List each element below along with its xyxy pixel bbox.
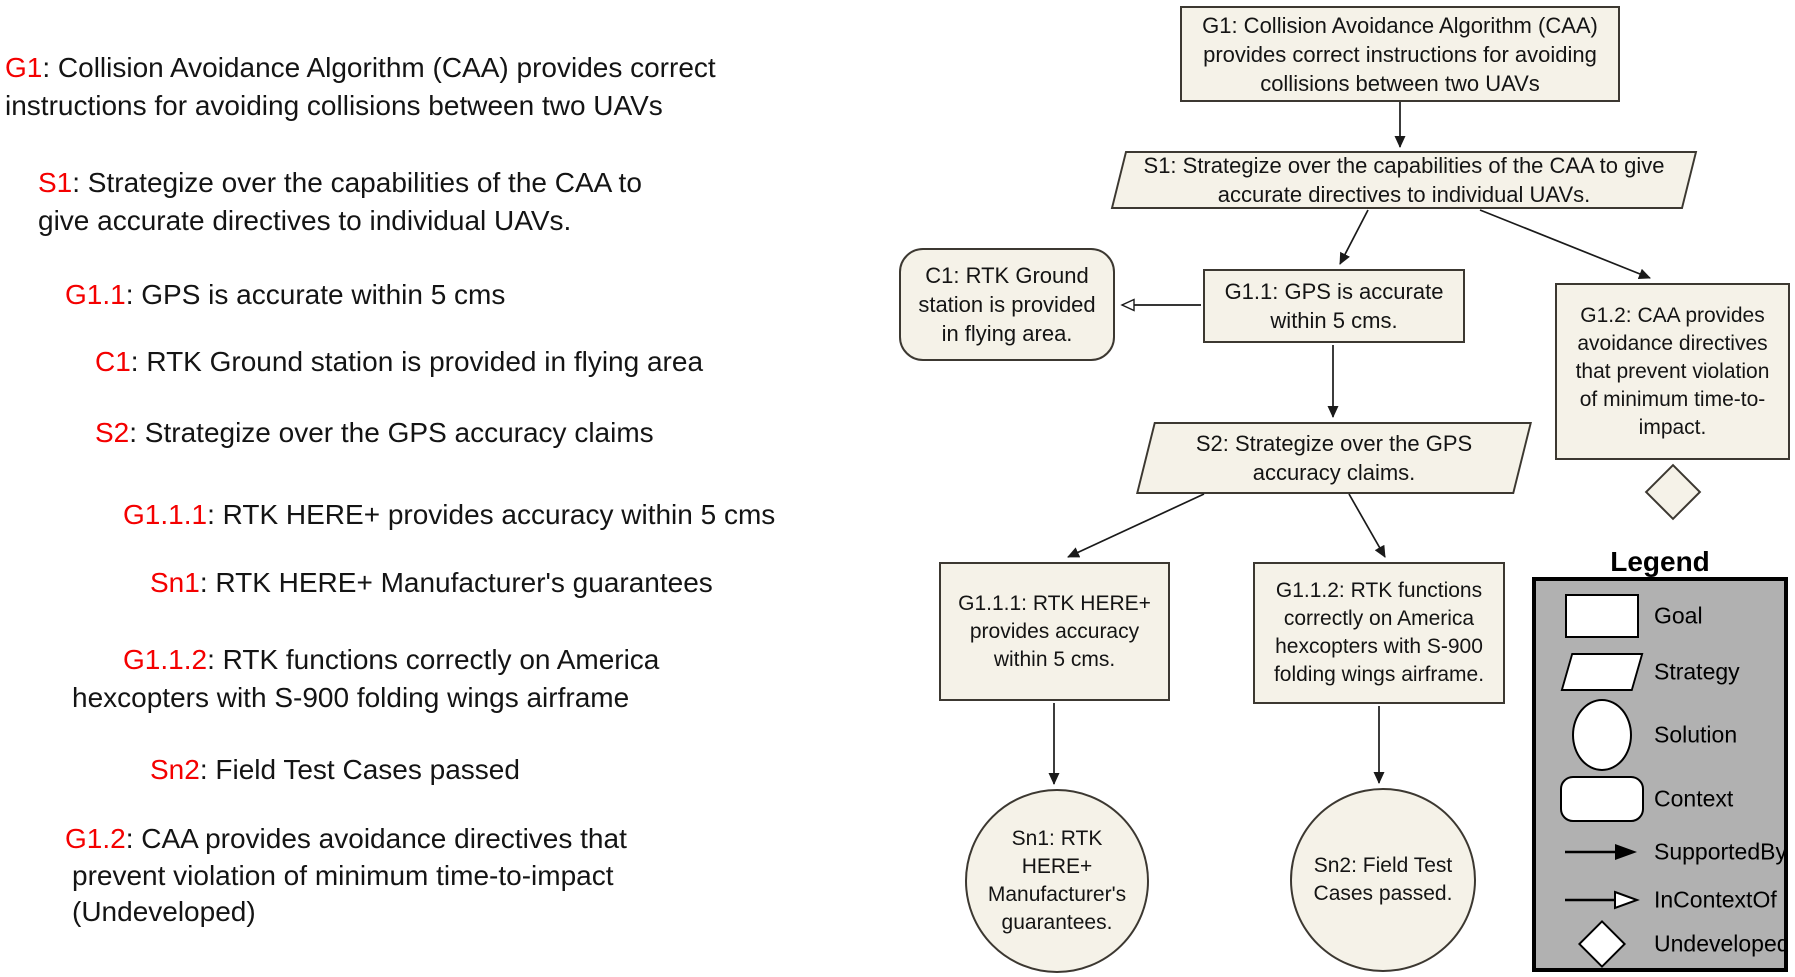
- outline-g1-2-line3: (Undeveloped): [72, 896, 256, 927]
- arrow-supportedby-s2-g1-1-1: [1068, 494, 1204, 557]
- supportedby-arrow-icon: [1560, 841, 1644, 863]
- legend-label-undeveloped: Undeveloped: [1654, 930, 1790, 957]
- outline-g1-2-label: G1.2: [65, 823, 126, 854]
- outline-sn1-label: Sn1: [150, 567, 200, 598]
- arrow-supportedby-s2-g1-1-2: [1349, 494, 1385, 557]
- node-goal-g1-1-1: G1.1.1: RTK HERE+ provides accuracy within 5 cms.: [939, 562, 1170, 701]
- outline-g1-1-2-label: G1.1.2: [123, 644, 208, 675]
- node-goal-g1-2: G1.2: CAA provides avoidance directives that prevent violation of minimum time-to-impact.: [1555, 283, 1790, 460]
- node-strategy-s1: S1: Strategize over the capabilities of the CAA to give accurate directives to individual UAVs.: [1111, 151, 1697, 209]
- context-shape-icon: [1560, 776, 1644, 822]
- outline-c1: C1: RTK Ground station is provided in flying area: [95, 346, 704, 377]
- outline-sn2-label: Sn2: [150, 754, 200, 785]
- legend-box: [1532, 577, 1788, 972]
- legend-label-context: Context: [1654, 785, 1734, 812]
- outline-s2-label: S2: [95, 417, 130, 448]
- outline-g1-1-1: G1.1.1: RTK HERE+ provides accuracy within 5 cms: [123, 499, 776, 530]
- outline-g1-label: G1: [5, 52, 43, 83]
- node-solution-sn2: Sn2: Field Test Cases passed.: [1290, 788, 1476, 972]
- legend-label-strategy: Strategy: [1654, 658, 1740, 685]
- node-solution-sn1: Sn1: RTK HERE+ Manufacturer's guarantees.: [965, 789, 1149, 973]
- legend-label-incontextof: InContextOf: [1654, 886, 1777, 913]
- arrow-supportedby-s1-g1-1: [1340, 210, 1368, 264]
- node-goal-g1: G1: Collision Avoidance Algorithm (CAA) provides correct instructions for avoiding collisions between two UAVs: [1180, 6, 1620, 102]
- outline-g1-line1: G1: Collision Avoidance Algorithm (CAA) provides correct: [5, 52, 716, 83]
- outline-sn2: Sn2: Field Test Cases passed: [150, 754, 520, 785]
- outline-g1-1: G1.1: GPS is accurate within 5 cms: [65, 279, 506, 310]
- legend-label-goal: Goal: [1654, 602, 1703, 629]
- outline-s1-line1: S1: Strategize over the capabilities of the CAA to: [38, 167, 642, 198]
- node-goal-g1-1: G1.1: GPS is accurate within 5 cms.: [1203, 269, 1465, 343]
- undeveloped-diamond-g1-2: [1645, 464, 1702, 521]
- outline-s2: S2: Strategize over the GPS accuracy claims: [95, 417, 654, 448]
- outline-g1-1-1-label: G1.1.1: [123, 499, 208, 530]
- outline-s1-label: S1: [38, 167, 73, 198]
- outline-g1-line2: instructions for avoiding collisions between two UAVs: [5, 90, 663, 121]
- node-strategy-s2: S2: Strategize over the GPS accuracy claims.: [1136, 422, 1532, 494]
- node-goal-g1-1-2: G1.1.2: RTK functions correctly on America hexcopters with S-900 folding wings airframe.: [1253, 562, 1505, 704]
- outline-s1-line2: give accurate directives to individual UAVs.: [38, 205, 572, 236]
- legend-title: Legend: [1610, 546, 1710, 577]
- outline-sn1: Sn1: RTK HERE+ Manufacturer's guarantees: [150, 567, 713, 598]
- outline-g1-1-2-line1: G1.1.2: RTK functions correctly on America: [123, 644, 660, 675]
- outline-c1-label: C1: [95, 346, 131, 377]
- outline-g1-2-line2: prevent violation of minimum time-to-impact: [72, 860, 614, 891]
- legend-label-solution: Solution: [1654, 721, 1738, 748]
- node-context-c1: C1: RTK Ground station is provided in flying area.: [899, 248, 1115, 361]
- legend-label-supportedby: SupportedBy: [1654, 838, 1787, 865]
- outline-g1-2-line1: G1.2: CAA provides avoidance directives that: [65, 823, 627, 854]
- strategy-shape-icon: [1560, 653, 1644, 691]
- incontextof-arrow-icon: [1560, 889, 1644, 911]
- solution-shape-icon: [1560, 699, 1644, 771]
- outline-g1-1-label: G1.1: [65, 279, 126, 310]
- arrow-supportedby-s1-g1-2: [1480, 210, 1650, 278]
- outline-g1-1-2-line2: hexcopters with S-900 folding wings airframe: [72, 682, 630, 713]
- goal-shape-icon: [1560, 594, 1644, 638]
- undeveloped-diamond-icon: [1560, 927, 1644, 961]
